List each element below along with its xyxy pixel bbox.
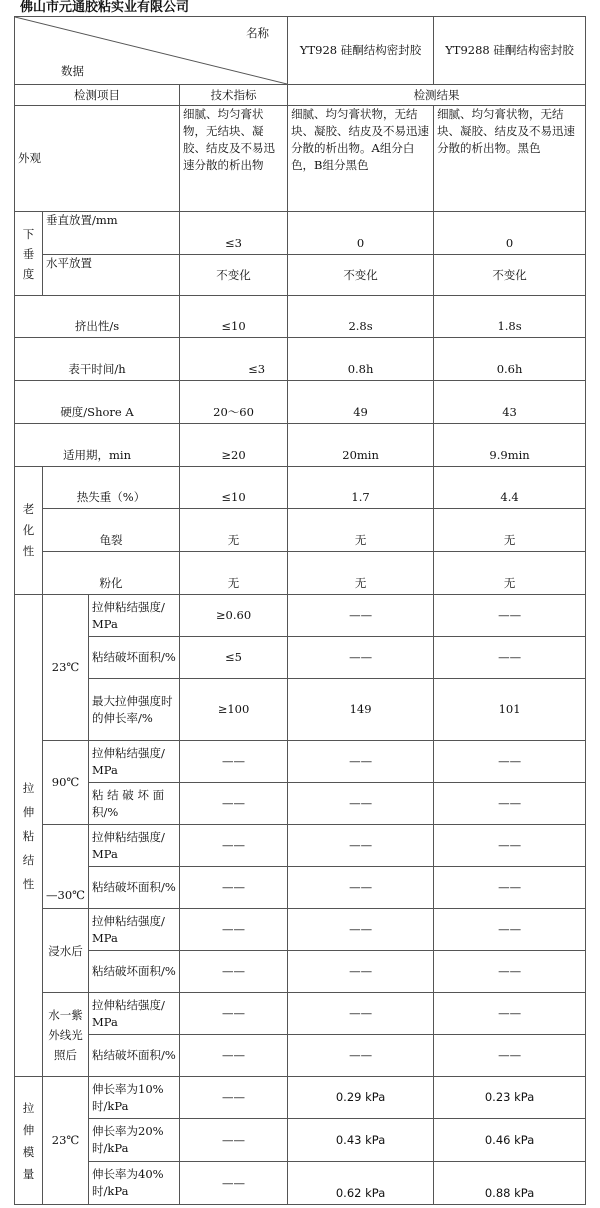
t90-fail-spec: —— (180, 783, 288, 825)
tm30-strength-row (15, 825, 586, 867)
result-label: 检测结果 (288, 85, 586, 106)
pot-life-p2: 9.9min (434, 424, 586, 467)
modulus-20-spec: —— (180, 1119, 288, 1162)
tm30-condition: —30℃ (43, 825, 89, 909)
tackfree-p2: 0.6h (434, 338, 586, 381)
aging-chalk-p1: 无 (288, 552, 434, 595)
tackfree-label: 表干时间/h (15, 338, 180, 381)
tuv-fail-row (15, 1035, 586, 1077)
tuv-strength-p1: —— (288, 993, 434, 1035)
aging-weightloss-spec: ≤10 (180, 467, 288, 509)
t23-strength-spec: ≥0.60 (180, 595, 288, 637)
t23-fail-p2: —— (434, 637, 586, 679)
aging-crack-p2: 无 (434, 509, 586, 552)
tm30-strength-label: 拉伸粘结强度/MPa (89, 825, 180, 867)
product-2-header: YT9288 硅酮结构密封胶 (434, 17, 586, 85)
diagonal-header-cell (15, 17, 288, 85)
sag-horizontal-label: 水平放置 (43, 255, 180, 296)
modulus-10-p1: 0.29 kPa (288, 1077, 434, 1119)
appearance-label: 外观 (15, 106, 180, 212)
tuv-condition: 水一紫外线光照后 (43, 993, 89, 1077)
extrusion-row (15, 296, 586, 338)
pot-life-p1: 20min (288, 424, 434, 467)
t90-strength-p1: —— (288, 741, 434, 783)
sag-vertical-spec: ≤3 (180, 212, 288, 255)
t90-strength-row (15, 741, 586, 783)
product-1-header: YT928 硅酮结构密封胶 (288, 17, 434, 85)
extrusion-spec: ≤10 (180, 296, 288, 338)
modulus-10-label: 伸长率为10%时/kPa (89, 1077, 180, 1119)
t90-strength-spec: —— (180, 741, 288, 783)
modulus-20-label: 伸长率为20%时/kPa (89, 1119, 180, 1162)
sag-vertical-label: 垂直放置/mm (43, 212, 180, 255)
subheader-row (15, 85, 586, 106)
tm30-strength-spec: —— (180, 825, 288, 867)
data-label: 数据 (61, 64, 84, 78)
t90-fail-label: 粘 结 破 坏 面积/% (89, 783, 180, 825)
aging-chalk-p2: 无 (434, 552, 586, 595)
aging-crack-spec: 无 (180, 509, 288, 552)
tackfree-row (15, 338, 586, 381)
modulus-condition: 23℃ (43, 1077, 89, 1205)
t23-condition: 23℃ (43, 595, 89, 741)
sag-horizontal-spec: 不变化 (180, 255, 288, 296)
header-row (15, 17, 586, 85)
extrusion-p1: 2.8s (288, 296, 434, 338)
modulus-40-spec: —— (180, 1162, 288, 1205)
modulus-group-label: 拉伸模量 (15, 1077, 43, 1205)
pot-life-label: 适用期，min (15, 424, 180, 467)
t23-fail-spec: ≤5 (180, 637, 288, 679)
company-title: 佛山市元通胶粘实业有限公司 (20, 0, 190, 15)
twater-condition: 浸水后 (43, 909, 89, 993)
tuv-fail-p1: —— (288, 1035, 434, 1077)
item-label: 检测项目 (15, 85, 180, 106)
sag-group-label: 下垂度 (15, 212, 43, 296)
tuv-fail-label: 粘结破坏面积/% (89, 1035, 180, 1077)
tuv-fail-spec: —— (180, 1035, 288, 1077)
t23-elong-label: 最大拉伸强度时的伸长率/% (89, 679, 180, 741)
aging-crack-row (15, 509, 586, 552)
modulus-20-p2: 0.46 kPa (434, 1119, 586, 1162)
t90-strength-p2: —— (434, 741, 586, 783)
twater-fail-row (15, 951, 586, 993)
modulus-10-spec: —— (180, 1077, 288, 1119)
t90-strength-label: 拉伸粘结强度/MPa (89, 741, 180, 783)
hardness-p1: 49 (288, 381, 434, 424)
t23-fail-row (15, 637, 586, 679)
spec-label: 技术指标 (180, 85, 288, 106)
aging-crack-label: 龟裂 (43, 509, 180, 552)
twater-strength-label: 拉伸粘结强度/MPa (89, 909, 180, 951)
t23-elong-spec: ≥100 (180, 679, 288, 741)
tm30-fail-label: 粘结破坏面积/% (89, 867, 180, 909)
sag-vertical-p1: 0 (288, 212, 434, 255)
t23-strength-label: 拉伸粘结强度/MPa (89, 595, 180, 637)
t23-elong-row (15, 679, 586, 741)
twater-fail-spec: —— (180, 951, 288, 993)
hardness-row (15, 381, 586, 424)
twater-strength-spec: —— (180, 909, 288, 951)
sag-vertical-p2: 0 (434, 212, 586, 255)
tm30-fail-spec: —— (180, 867, 288, 909)
tackfree-p1: 0.8h (288, 338, 434, 381)
sag-horizontal-p1: 不变化 (288, 255, 434, 296)
hardness-spec: 20～60 (180, 381, 288, 424)
twater-strength-row (15, 909, 586, 951)
tuv-strength-row (15, 993, 586, 1035)
aging-weightloss-row (15, 467, 586, 509)
t90-fail-p1: —— (288, 783, 434, 825)
tuv-fail-p2: —— (434, 1035, 586, 1077)
hardness-label: 硬度/Shore A (15, 381, 180, 424)
tuv-strength-label: 拉伸粘结强度/MPa (89, 993, 180, 1035)
tackfree-spec: ≤3 (180, 338, 288, 381)
t23-strength-p2: —— (434, 595, 586, 637)
modulus-20-row (15, 1119, 586, 1162)
tm30-strength-p1: —— (288, 825, 434, 867)
tm30-strength-p2: —— (434, 825, 586, 867)
extrusion-label: 挤出性/s (15, 296, 180, 338)
aging-group-label: 老化性 (15, 467, 43, 595)
t23-fail-p1: —— (288, 637, 434, 679)
aging-chalk-row (15, 552, 586, 595)
twater-fail-label: 粘结破坏面积/% (89, 951, 180, 993)
modulus-40-p1: 0.62 kPa (288, 1162, 434, 1205)
modulus-40-row (15, 1162, 586, 1205)
tm30-fail-p1: —— (288, 867, 434, 909)
t23-strength-row (15, 595, 586, 637)
t90-fail-p2: —— (434, 783, 586, 825)
t23-strength-p1: —— (288, 595, 434, 637)
pot-life-row (15, 424, 586, 467)
aging-crack-p1: 无 (288, 509, 434, 552)
sag-vertical-row (15, 212, 586, 255)
t23-elong-p1: 149 (288, 679, 434, 741)
twater-fail-p1: —— (288, 951, 434, 993)
tuv-strength-spec: —— (180, 993, 288, 1035)
sag-horizontal-p2: 不变化 (434, 255, 586, 296)
tm30-fail-p2: —— (434, 867, 586, 909)
modulus-40-p2: 0.88 kPa (434, 1162, 586, 1205)
modulus-10-row (15, 1077, 586, 1119)
appearance-p2: 细腻、均匀膏状物，无结块、凝胶、结皮及不易迅速分散的析出物。黑色 (434, 106, 586, 212)
aging-chalk-label: 粉化 (43, 552, 180, 595)
t90-condition: 90℃ (43, 741, 89, 825)
modulus-40-label: 伸长率为40%时/kPa (89, 1162, 180, 1205)
pot-life-spec: ≥20 (180, 424, 288, 467)
t23-fail-label: 粘结破坏面积/% (89, 637, 180, 679)
twater-fail-p2: —— (434, 951, 586, 993)
name-label: 名称 (246, 26, 270, 40)
sag-horizontal-row (15, 255, 586, 296)
appearance-p1: 细腻、均匀膏状物，无结块、凝胶、结皮及不易迅速分散的析出物。A组分白色，B组分黑色 (288, 106, 434, 212)
twater-strength-p2: —— (434, 909, 586, 951)
tuv-strength-p2: —— (434, 993, 586, 1035)
t23-elong-p2: 101 (434, 679, 586, 741)
spec-table (14, 16, 586, 1205)
tm30-fail-row (15, 867, 586, 909)
aging-chalk-spec: 无 (180, 552, 288, 595)
extrusion-p2: 1.8s (434, 296, 586, 338)
hardness-p2: 43 (434, 381, 586, 424)
appearance-spec: 细腻、均匀膏状物，无结块、凝胶、结皮及不易迅速分散的析出物 (180, 106, 288, 212)
t90-fail-row (15, 783, 586, 825)
aging-weightloss-p2: 4.4 (434, 467, 586, 509)
aging-weightloss-p1: 1.7 (288, 467, 434, 509)
tensile-group-label: 拉伸粘结性 (15, 595, 43, 1077)
modulus-10-p2: 0.23 kPa (434, 1077, 586, 1119)
twater-strength-p1: —— (288, 909, 434, 951)
aging-weightloss-label: 热失重（%） (43, 467, 180, 509)
appearance-row (15, 106, 586, 212)
modulus-20-p1: 0.43 kPa (288, 1119, 434, 1162)
